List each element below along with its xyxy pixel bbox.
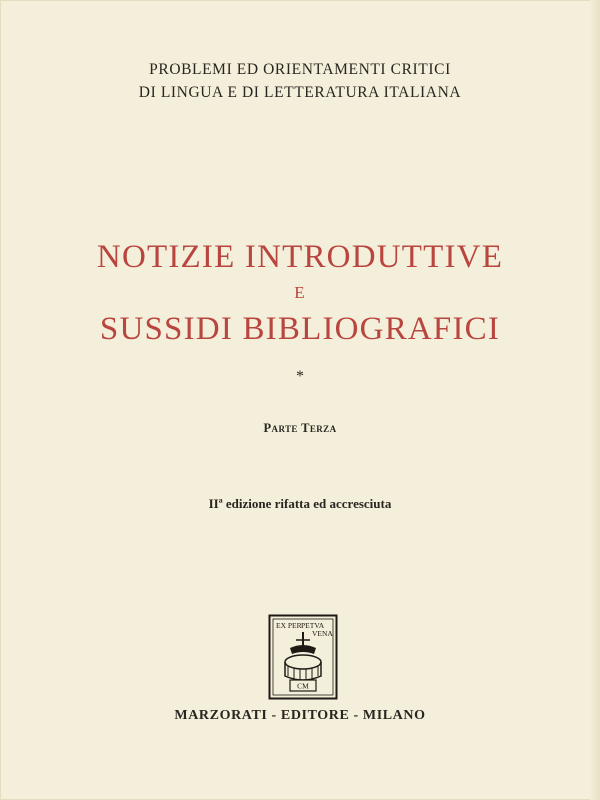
mark-motto-right: VENA bbox=[312, 629, 333, 638]
book-title-line-2: SUSSIDI BIBLIOGRAFICI bbox=[99, 311, 501, 347]
book-title-conjunction: E bbox=[294, 283, 306, 302]
series-title-line-2: DI LINGUA E DI LETTERATURA ITALIANA bbox=[138, 84, 462, 101]
publisher-mark-icon bbox=[268, 614, 338, 700]
book-title bbox=[0, 238, 600, 348]
mark-monogram: CM bbox=[297, 681, 309, 691]
series-title-line-1: PROBLEMI ED ORIENTAMENTI CRITICI bbox=[149, 61, 451, 78]
mark-motto-left: EX PER bbox=[276, 621, 302, 630]
series-title bbox=[0, 58, 600, 104]
mark-motto-left-2: PETVA bbox=[301, 621, 325, 630]
volume-ornament: * bbox=[296, 368, 304, 385]
edition-note: IIª edizione rifatta ed accresciuta bbox=[208, 496, 392, 511]
page-edge bbox=[590, 0, 600, 800]
part-label: Parte Terza bbox=[263, 421, 337, 435]
publisher-imprint: MARZORATI - EDITORE - MILANO bbox=[174, 708, 426, 723]
book-title-line-1: NOTIZIE INTRODUTTIVE bbox=[96, 239, 504, 275]
